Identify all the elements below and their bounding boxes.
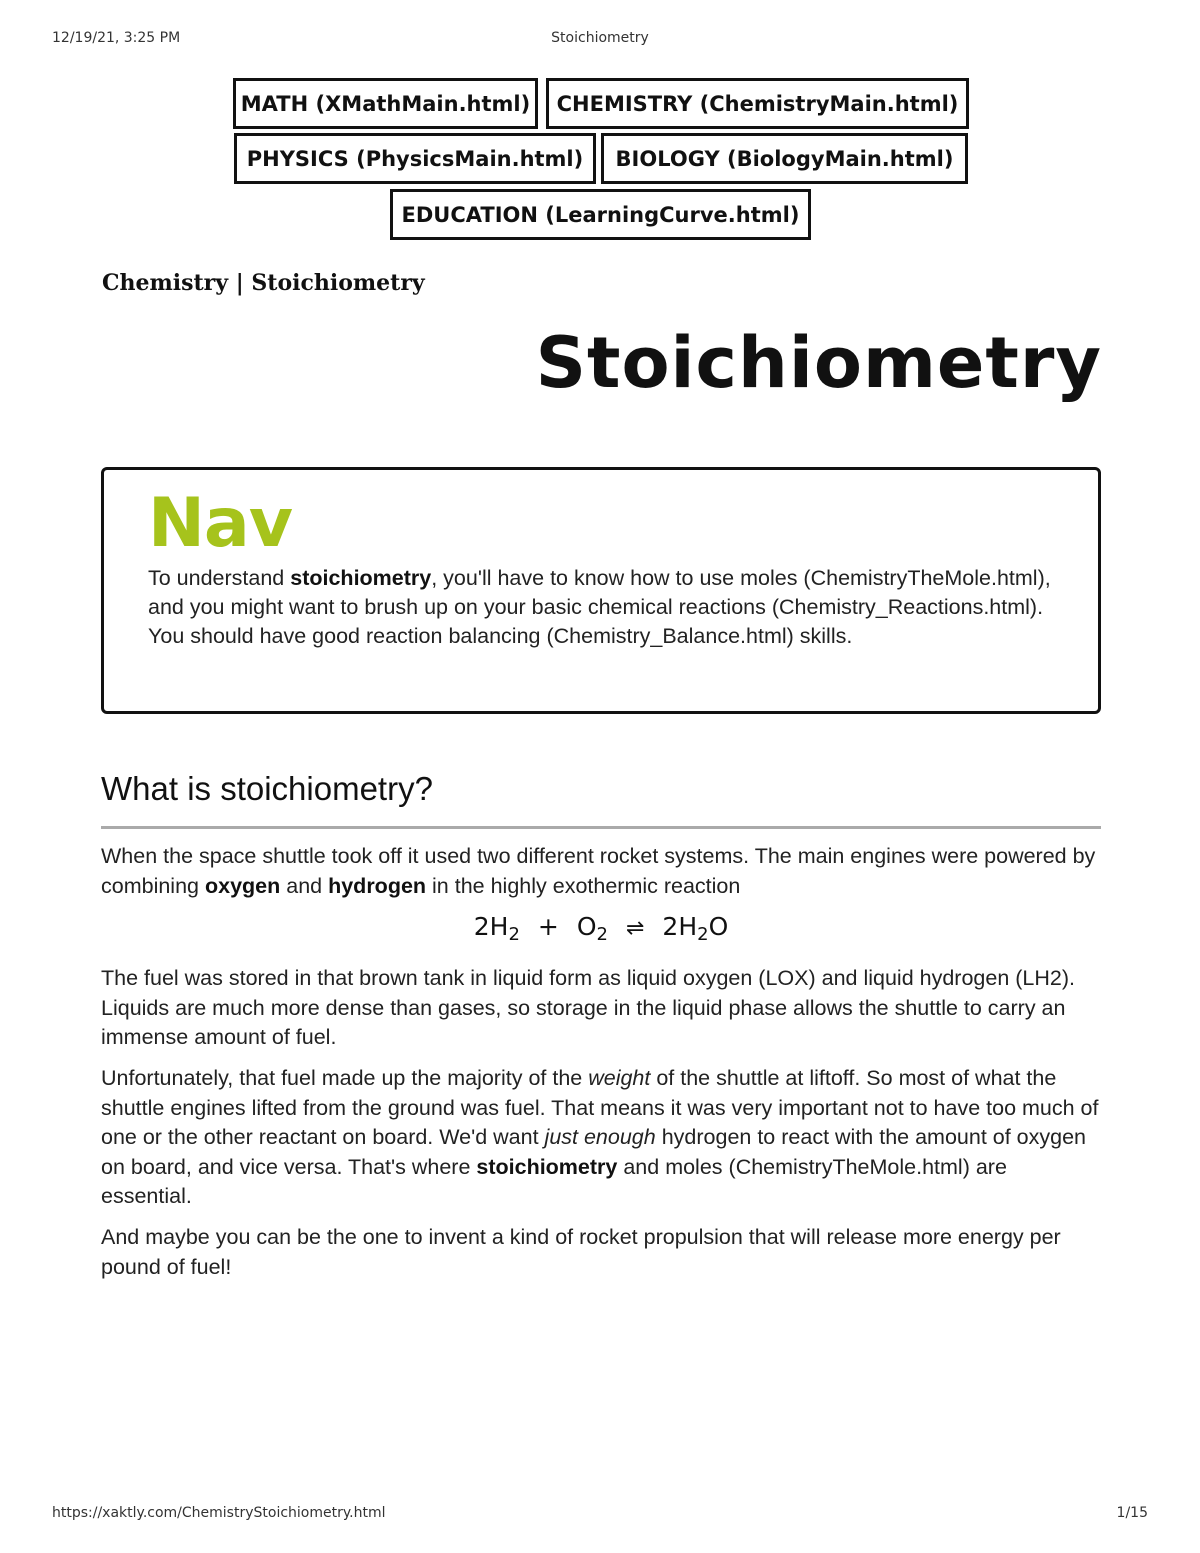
para-text: are essential.	[101, 1154, 1007, 1208]
para-text: of the shuttle at liftoff. So most of what the shuttle engines lifted from the ground was fuel. That means it was very important not to have too much of one or the other reactant on board. We'd want	[101, 1066, 1099, 1149]
nav-text-bold: stoichiometry	[290, 566, 432, 590]
para-text: in the highly exothermic reaction	[426, 873, 741, 898]
eq-product-tail: O	[708, 912, 729, 941]
nav-text-part: , and you might want to brush up on your basic chemical reactions	[148, 566, 1051, 619]
paragraph-weight	[101, 1064, 1103, 1212]
nav-text-part: To understand	[148, 566, 291, 590]
nav-text-part: skills.	[793, 624, 853, 648]
eq-subscript: 2	[508, 924, 520, 945]
nav-text-part: . You should have good reaction balancing	[148, 595, 1044, 648]
paragraph-invent: And maybe you can be the one to invent a kind of rocket propulsion that will release more energy per pound of fuel!	[101, 1225, 1061, 1279]
paragraph-fuel-storage: The fuel was stored in that brown tank in liquid form as liquid oxygen (LOX) and liquid hydrogen (LH2). Liquids are much more dense than gases, so storage in the liquid phase allows the shuttle to carry an immense amount of fuel.	[101, 966, 1075, 1049]
para-bold: stoichiometry	[476, 1154, 618, 1179]
nav-text-part: , you'll have to know how to use moles	[431, 566, 804, 590]
para-bold: oxygen	[204, 873, 281, 898]
breadcrumb-current: Stoichiometry	[251, 270, 425, 296]
para-text: and	[280, 873, 329, 898]
eq-equilibrium-arrow: ⇌	[625, 916, 645, 941]
print-page-number: 1/15	[1116, 1505, 1148, 1521]
nav-button-education[interactable]: EDUCATION (LearningCurve.html)	[390, 189, 811, 240]
eq-reactant-2: O	[576, 912, 597, 941]
paragraph-intro	[101, 842, 1103, 901]
para-text: Unfortunately, that fuel made up the majority of the	[101, 1066, 589, 1090]
breadcrumb-chemistry-link[interactable]: Chemistry	[102, 270, 229, 296]
page-title: Stoichiometry	[535, 322, 1102, 404]
nav-text	[148, 564, 1068, 651]
eq-plus: +	[537, 912, 559, 941]
eq-product: 2H	[662, 912, 698, 941]
print-datetime: 12/19/21, 3:25 PM	[52, 30, 181, 46]
breadcrumb-separator: |	[228, 270, 252, 296]
link-balance[interactable]: (Chemistry_Balance.html)	[546, 624, 794, 648]
nav-button-math[interactable]: MATH (XMathMain.html)	[233, 78, 538, 129]
eq-subscript: 2	[596, 924, 608, 945]
link-the-mole-inline[interactable]: (ChemistryTheMole.html)	[728, 1154, 970, 1179]
nav-button-physics[interactable]: PHYSICS (PhysicsMain.html)	[234, 133, 596, 184]
para-text: hydrogen to react with the amount of oxygen on board, and vice versa. That's where	[101, 1125, 1086, 1179]
nav-heading: Nav	[148, 484, 293, 563]
print-title: Stoichiometry	[551, 30, 649, 46]
link-the-mole[interactable]: (ChemistryTheMole.html)	[803, 566, 1045, 590]
para-text: and moles	[617, 1154, 729, 1179]
breadcrumb	[102, 270, 425, 296]
eq-subscript: 2	[697, 924, 709, 945]
eq-reactant-1: 2H	[473, 912, 509, 941]
nav-button-chemistry[interactable]: CHEMISTRY (ChemistryMain.html)	[546, 78, 969, 129]
nav-box	[101, 467, 1101, 714]
section-divider	[101, 826, 1101, 829]
para-text: When the space shuttle took off it used two different rocket systems. The main engines were powered by combining	[101, 844, 1096, 898]
link-reactions[interactable]: (Chemistry_Reactions.html)	[771, 595, 1038, 619]
print-url: https://xaktly.com/ChemistryStoichiometry.html	[52, 1505, 386, 1521]
chemical-equation	[101, 912, 1101, 945]
para-italic: weight	[588, 1066, 651, 1090]
para-italic: just enough	[544, 1125, 656, 1149]
para-bold: hydrogen	[328, 873, 427, 898]
nav-button-biology[interactable]: BIOLOGY (BiologyMain.html)	[601, 133, 968, 184]
section-heading: What is stoichiometry?	[101, 770, 433, 807]
